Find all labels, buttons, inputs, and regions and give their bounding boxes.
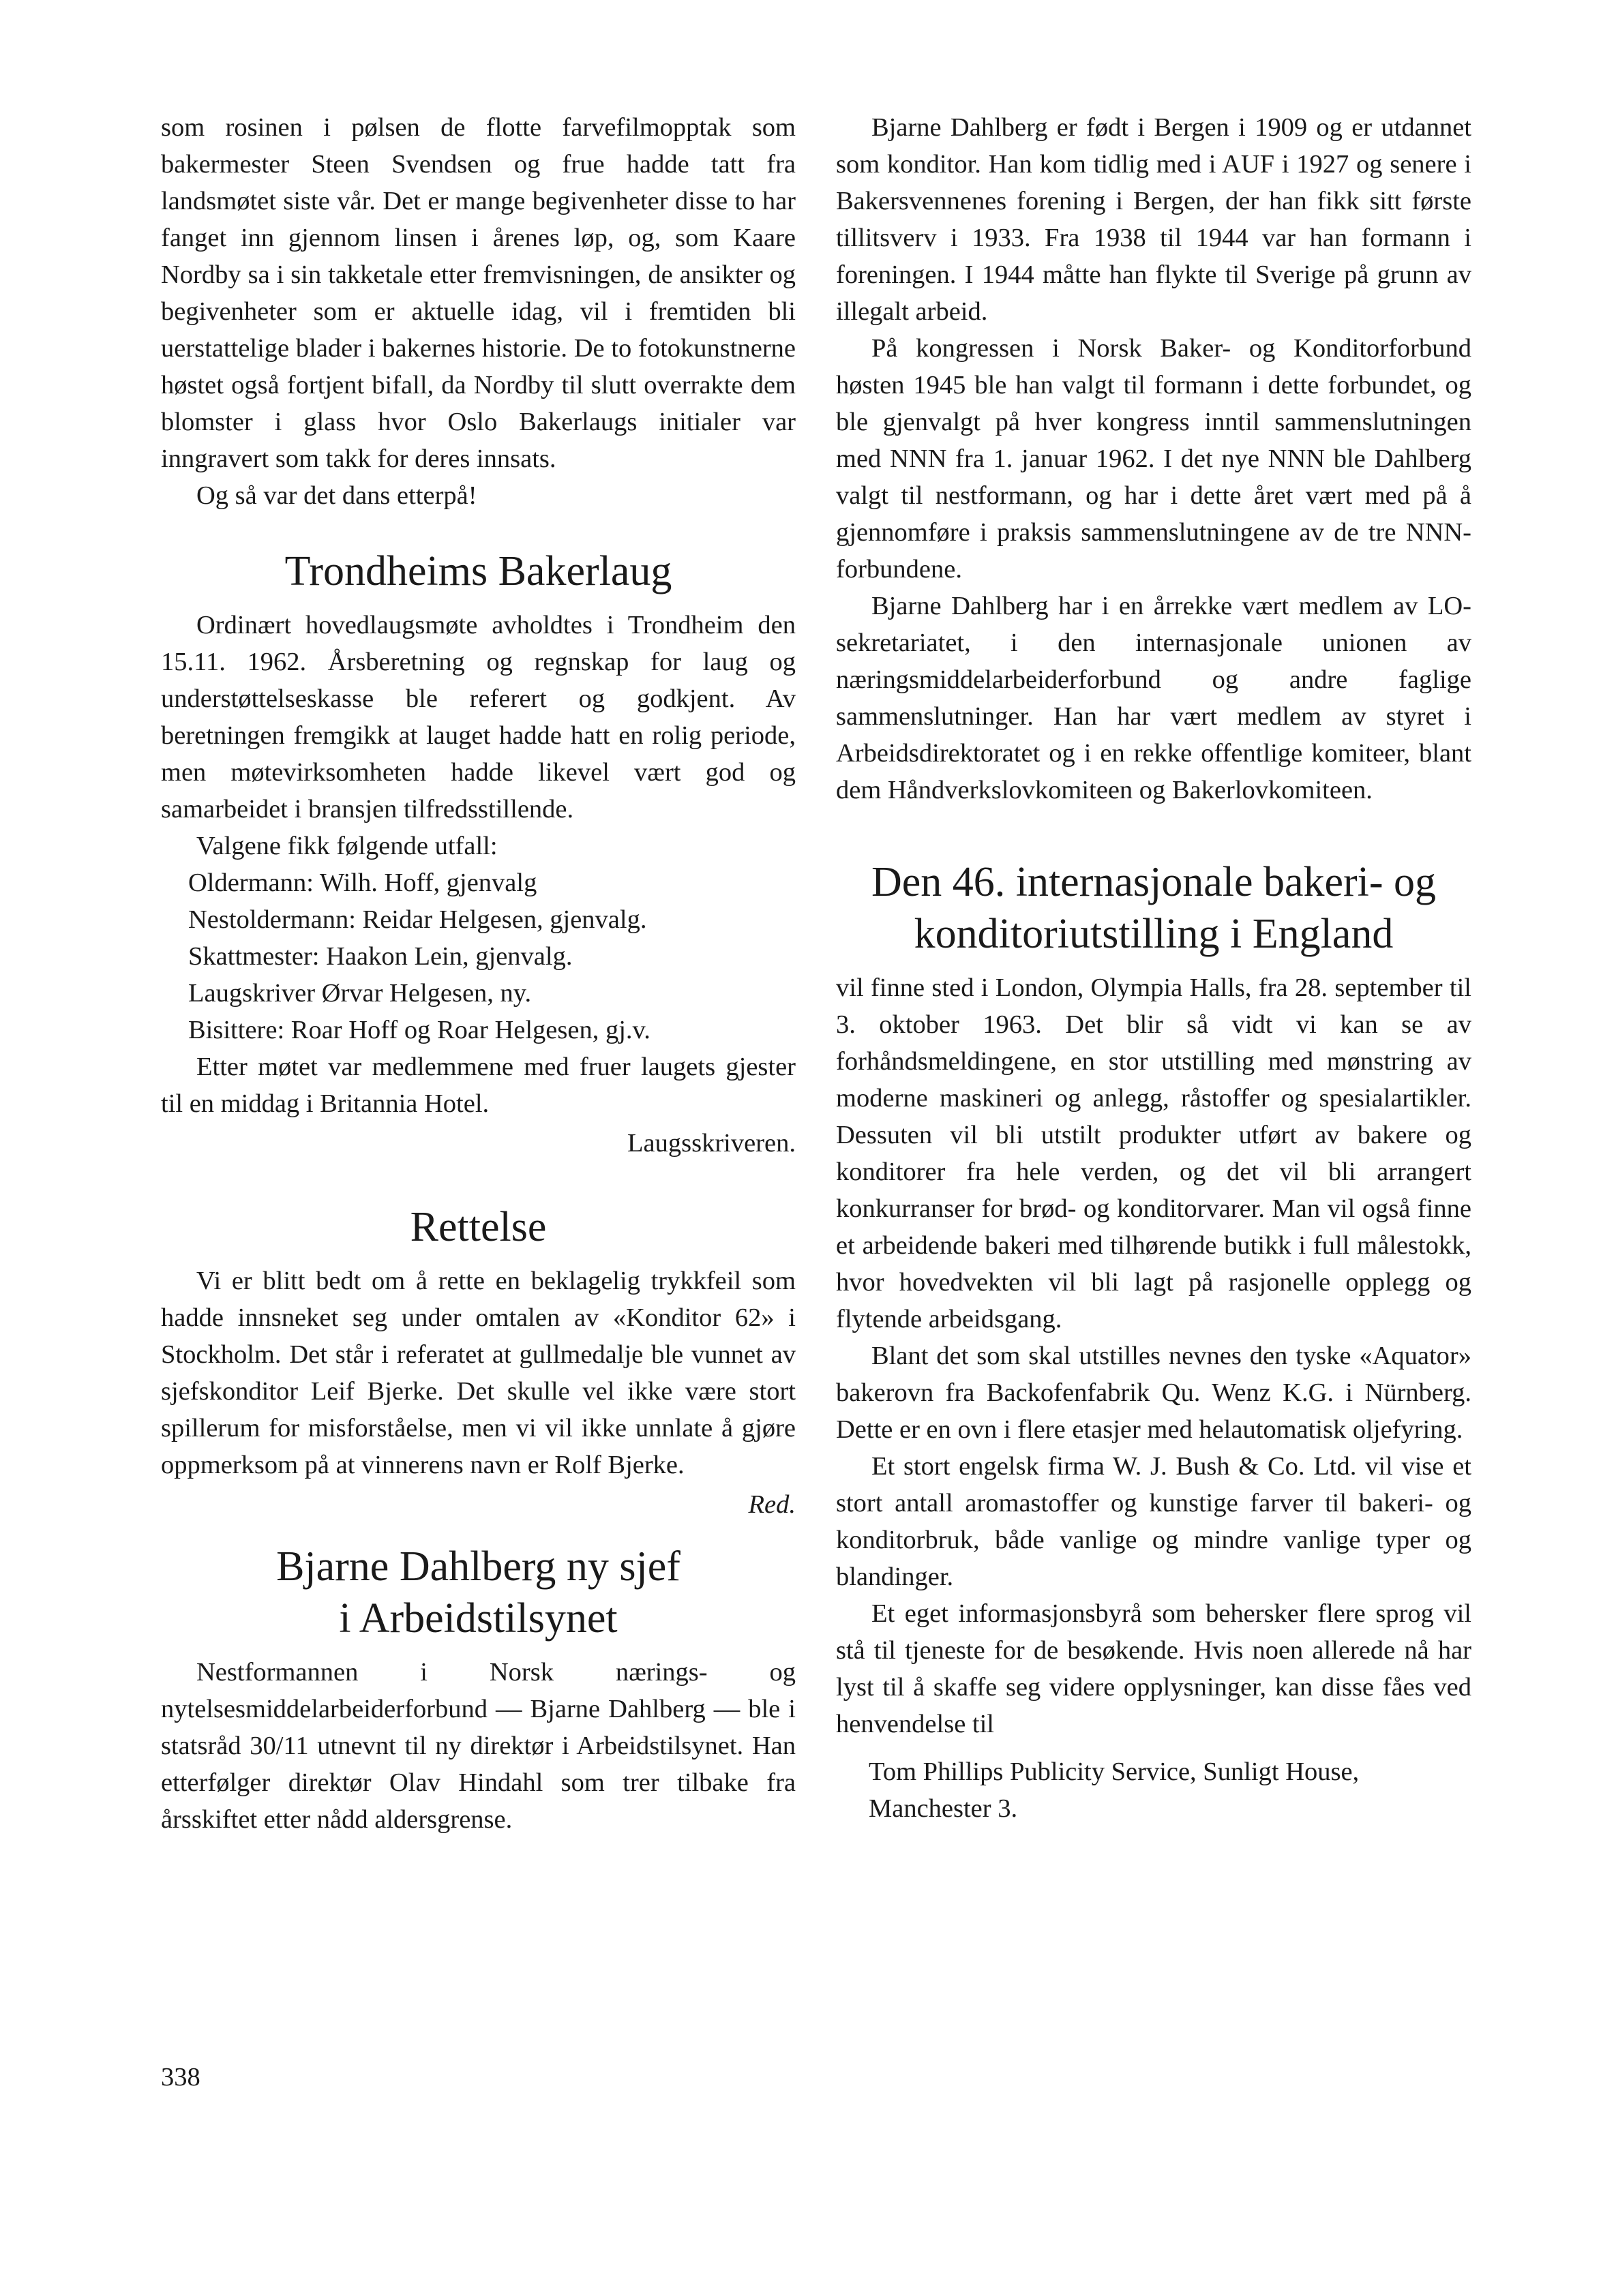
election-list (161, 864, 796, 1048)
dahlberg-bio-paragraph: Bjarne Dahlberg er født i Bergen i 1909 og er utdannet som konditor. Han kom tidlig med i AUF i 1927 og senere i Bakersvennenes forening i Bergen, der han fikk sitt første tillitsverv i 1933. Fra 1938 til 1944 var han formann i foreningen. I 1944 måtte han flykte til Sverige på grunn av illegalt arbeid. (836, 113, 1471, 326)
right-column (836, 109, 1471, 1827)
trondheim-paragraph: Ordinært hovedlaugsmøte avholdtes i Trondheim den 15.11. 1962. Årsberetning og regnskap for laug og understøttelseskasse ble referert og godkjent. Av beretningen fremgikk at lauget hadde hatt en rolig periode, men møtevirksomheten hadde likevel vært god og samarbeidet i bransjen tilfredsstillende. (161, 611, 796, 824)
rettelse-signature: Red. (748, 1490, 796, 1519)
trondheim-closing-paragraph: Etter møtet var medlemmene med fruer laugets gjester til en middag i Britannia Hotel. (161, 1053, 796, 1118)
contact-address (836, 1753, 1471, 1827)
election-intro: Valgene fikk følgende utfall: (196, 832, 498, 860)
exhibition-heading (836, 856, 1471, 960)
election-item: Nestoldermann: Reidar Helgesen, gjenvalg. (188, 905, 647, 934)
exhibition-paragraph: Et eget informasjonsbyrå som behersker flere sprog vil stå til tjeneste for de besøkende. Hvis noen allerede nå har lyst til å skaffe seg videre opplysninger, kan disse fåes ved henvendelse til (836, 1599, 1471, 1738)
exhibition-paragraph: Et stort engelsk firma W. J. Bush & Co. Ltd. vil vise et stort antall aromastoffer og kunstige farver til bakeri- og konditorbruk, både vanlige og mindre vanlige typer og blandinger. (836, 1452, 1471, 1591)
address-line: Tom Phillips Publicity Service, Sunligt House, (869, 1757, 1360, 1786)
election-item: Oldermann: Wilh. Hoff, gjenvalg (188, 868, 537, 897)
exhibition-heading-line1: Den 46. internasjonale bakeri- og (871, 859, 1437, 905)
exhibition-paragraph: Blant det som skal utstilles nevnes den tyske «Aquator» bakerovn fra Backofenfabrik Qu. Wenz K.G. i Nürnberg. Dette er en ovn i flere etasjer med helautomatisk oljefyring. (836, 1342, 1471, 1444)
election-item: Skattmester: Haakon Lein, gjenvalg. (188, 942, 573, 971)
address-line: Manchester 3. (869, 1794, 1018, 1823)
dahlberg-bio-paragraph: Bjarne Dahlberg har i en årrekke vært medlem av LO-sekretariatet, i den internasjonale unionen av næringsmiddelarbeiderforbund og andre faglige sammenslutninger. Han har vært medlem av styret i Arbeidsdirektoratet og i en rekke offentlige komiteer, blant dem Håndverkslovkomiteen og Bakerlovkomiteen. (836, 592, 1471, 804)
dahlberg-heading-line2: i Arbeidstilsynet (339, 1595, 618, 1642)
exhibition-heading-line2: konditoriutstilling i England (914, 911, 1394, 957)
election-item: Bisittere: Roar Hoff og Roar Helgesen, gj.v. (188, 1016, 650, 1044)
dahlberg-bio-paragraph: På kongressen i Norsk Baker- og Konditorforbund høsten 1945 ble han valgt til formann i dette forbundet, og ble gjenvalgt på hver kongress inntil sammenslutningen med NNN fra 1. januar 1962. I det nye NNN ble Dahlberg valgt til nestformann, og har i dette året vært med på å gjennomføre i praksis sammenslutningene av de tre NNN-forbundene. (836, 334, 1471, 584)
dahlberg-heading (161, 1541, 796, 1644)
election-item: Laugskriver Ørvar Helgesen, ny. (188, 979, 532, 1008)
rettelse-paragraph: Vi er blitt bedt om å rette en beklagelig trykkfeil som hadde innsneket seg under omtalen av «Konditor 62» i Stockholm. Det står i referatet at gullmedalje ble vunnet av sjefskonditor Leif Bjerke. Det skulle vel ikke være stort spillerum for misforståelse, men vi vil ikke unnlate å gjøre oppmerksom på at vinnerens navn er Rolf Bjerke. (161, 1267, 796, 1479)
intro-paragraph: som rosinen i pølsen de flotte farvefilmopptak som bakermester Steen Svendsen og frue hadde tatt fra landsmøtet siste vår. Det er mange begivenheter disse to har fanget inn gjennom linsen i årenes løp, og, som Kaare Nordby sa i sin takketale etter fremvisningen, de ansikter og begivenheter som er aktuelle idag, vil i fremtiden bli uerstattelige blader i bakernes historie. De to fotokunstnerne høstet også fortjent bifall, da Nordby til slutt overrakte dem blomster i glass hvor Oslo Bakerlaugs initialer var inngravert som takk for deres innsats. (161, 113, 796, 473)
dahlberg-paragraph: Nestformannen i Norsk nærings- og nytelsesmiddelarbeiderforbund — Bjarne Dahlberg — ble i statsråd 30/11 utnevnt til ny direktør i Arbeidstilsynet. Han etterfølger direktør Olav Hindahl som trer tilbake fra årsskiftet etter nådd aldersgrense. (161, 1658, 796, 1834)
intro-closing-line: Og så var det dans etterpå! (196, 481, 477, 510)
exhibition-paragraph: vil finne sted i London, Olympia Halls, fra 28. september til 3. oktober 1963. Det blir så vidt vi kan se av forhåndsmeldingene, en stor utstilling med mønstring av moderne maskineri og anlegg, råstoffer og spesialartikler. Dessuten vil bli utstilt produkter utført av bakere og konditorer fra hele verden, og det vil bli arrangert konkurranser for brød- og konditorvarer. Man vil også finne et arbeidende bakeri med tilhørende butikk i full målestokk, hvor hovedvekten vil bli lagt på rasjonelle opplegg og flytende arbeidsgang. (836, 973, 1471, 1333)
page-number: 338 (161, 2063, 200, 2091)
trondheim-heading: Trondheims Bakerlaug (284, 548, 672, 594)
trondheim-signature: Laugsskriveren. (627, 1129, 796, 1158)
left-column (161, 109, 796, 1838)
rettelse-heading: Rettelse (410, 1204, 547, 1250)
dahlberg-heading-line1: Bjarne Dahlberg ny sjef (276, 1543, 680, 1590)
